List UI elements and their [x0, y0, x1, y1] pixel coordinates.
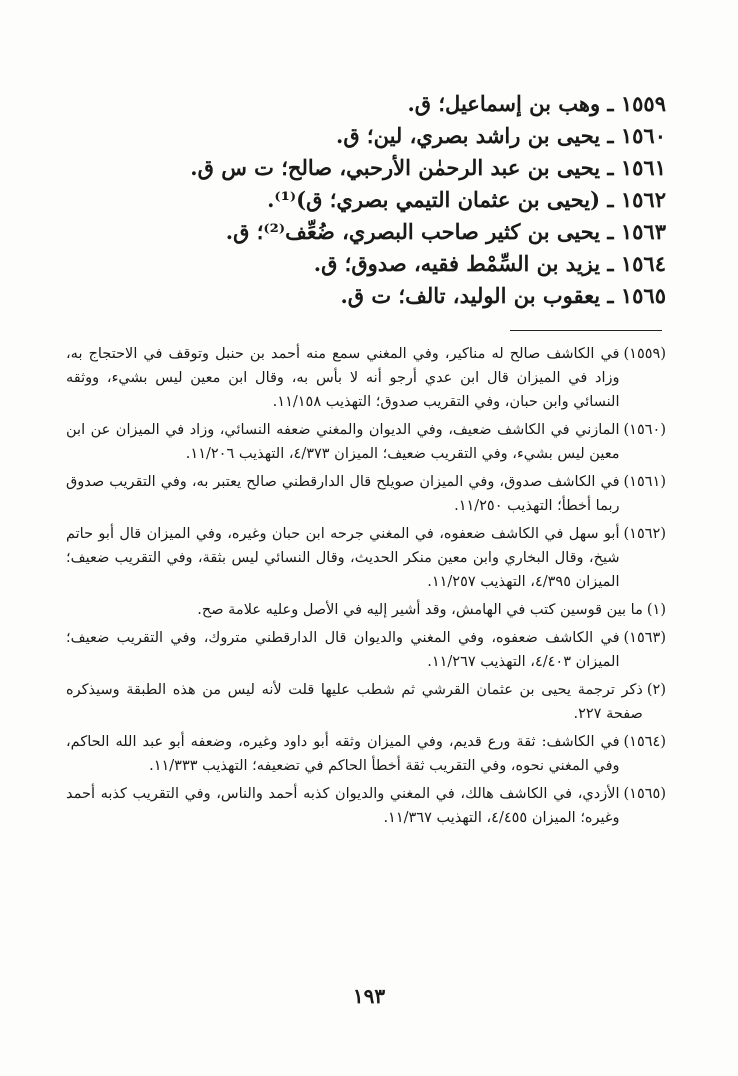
- footnote: [66, 470, 666, 518]
- footnotes: [66, 342, 666, 834]
- footnote-number: (١): [646, 602, 666, 618]
- footnote: [66, 342, 666, 414]
- entry-line: ١٥٦٢ ـ (يحيى بن عثمان التيمي بصري؛ ق)⁽¹⁾.: [267, 187, 666, 212]
- footnote-text: أبو سهل في الكاشف ضعفوه، في المغني جرحه ابن حبان وغيره، وفي الميزان قال أبو حاتم شيخ، وقال البخاري وابن معين منكر الحديث، وقال النسائي ليس بثقة، وفي التقريب ضعيف؛ الميزان ٤/٣٩٥، التهذيب ١١/٢٥٧.: [66, 526, 620, 590]
- entry-list: [66, 88, 666, 312]
- footnote: [66, 678, 666, 726]
- footnote-text: في الكاشف صالح له مناكير، وفي المغني سمع منه أحمد بن حنبل وتوقف في الاحتجاج به، وزاد في الميزان قال ابن عدي أرجو أنه لا بأس به، وقال ابن معين ليس بشيء، ووثقه النسائي وابن حبان، وفي التقريب صدوق؛ التهذيب ١١/١٥٨.: [66, 346, 620, 410]
- entry-line: ١٥٦٣ ـ يحيى بن كثير صاحب البصري، ضُعِّف⁽²⁾؛ ق.: [225, 219, 666, 244]
- footnote: [66, 626, 666, 674]
- footnote-divider: [510, 330, 662, 331]
- entry-line: ١٥٦٠ ـ يحيى بن راشد بصري، لين؛ ق.: [336, 123, 666, 148]
- footnote-text: في الكاشف ضعفوه، وفي المغني والديوان قال الدارقطني متروك، وفي التقريب ضعيف؛ الميزان ٤/٤٠٣، التهذيب ١١/٢٦٧.: [66, 630, 620, 670]
- footnote-number: (١٥٦٣): [623, 630, 666, 646]
- footnote-number: (١٥٦٠): [623, 422, 666, 438]
- footnote-number: (١٥٦٥): [623, 786, 666, 802]
- footnote-text: ذكر ترجمة يحيى بن عثمان القرشي ثم شطب عليها قلت لأنه ليس من هذه الطبقة وسيذكره صفحة ٢٢٧.: [66, 682, 643, 722]
- footnote: [66, 598, 666, 622]
- footnote: [66, 782, 666, 830]
- footnote-number: (١٥٦١): [623, 474, 666, 490]
- entry-line: ١٥٦٥ ـ يعقوب بن الوليد، تالف؛ ت ق.: [340, 283, 666, 308]
- entry-line: ١٥٥٩ ـ وهب بن إسماعيل؛ ق.: [407, 91, 666, 116]
- footnote-text: في الكاشف صدوق، وفي الميزان صويلح قال الدارقطني صالح يعتبر به، وفي التقريب صدوق ربما أخطأ؛ التهذيب ١١/٢٥٠.: [66, 474, 620, 514]
- footnote: [66, 730, 666, 778]
- footnote-number: (١٥٥٩): [623, 346, 666, 362]
- footnote-text: المازني في الكاشف ضعيف، وفي الديوان والمغني ضعفه النسائي، وزاد في الميزان عن ابن معين ليس بشيء، وفي التقريب ضعيف؛ الميزان ٤/٣٧٣، التهذيب ١١/٢٠٦.: [66, 422, 620, 462]
- footnote-number: (٢): [646, 682, 666, 698]
- footnote: [66, 522, 666, 594]
- footnote-text: الأزدي، في الكاشف هالك، في المغني والديوان كذبه أحمد والناس، وفي التقريب كذبه أحمد وغيره؛ الميزان ٤/٤٥٥، التهذيب ١١/٣٦٧.: [66, 786, 620, 826]
- entry-line: ١٥٦١ ـ يحيى بن عبد الرحمٰن الأرحبي، صالح؛ ت س ق.: [190, 155, 666, 180]
- footnote-text: في الكاشف: ثقة ورع قديم، وفي الميزان وثقه أبو داود وغيره، وضعفه أبو عبد الله الحاكم، وفي المغني نحوه، وفي التقريب ثقة أخطأ الحاكم في تضعيفه؛ التهذيب ١١/٣٣٣.: [66, 734, 620, 774]
- footnote-number: (١٥٦٤): [623, 734, 666, 750]
- footnote: [66, 418, 666, 466]
- footnote-number: (١٥٦٢): [623, 526, 666, 542]
- entry-line: ١٥٦٤ ـ يزيد بن السِّمْط فقيه، صدوق؛ ق.: [313, 251, 666, 276]
- footnote-text: ما بين قوسين كتب في الهامش، وقد أشير إليه في الأصل وعليه علامة صح.: [197, 602, 643, 618]
- page-number: ١٩٣: [352, 984, 386, 1008]
